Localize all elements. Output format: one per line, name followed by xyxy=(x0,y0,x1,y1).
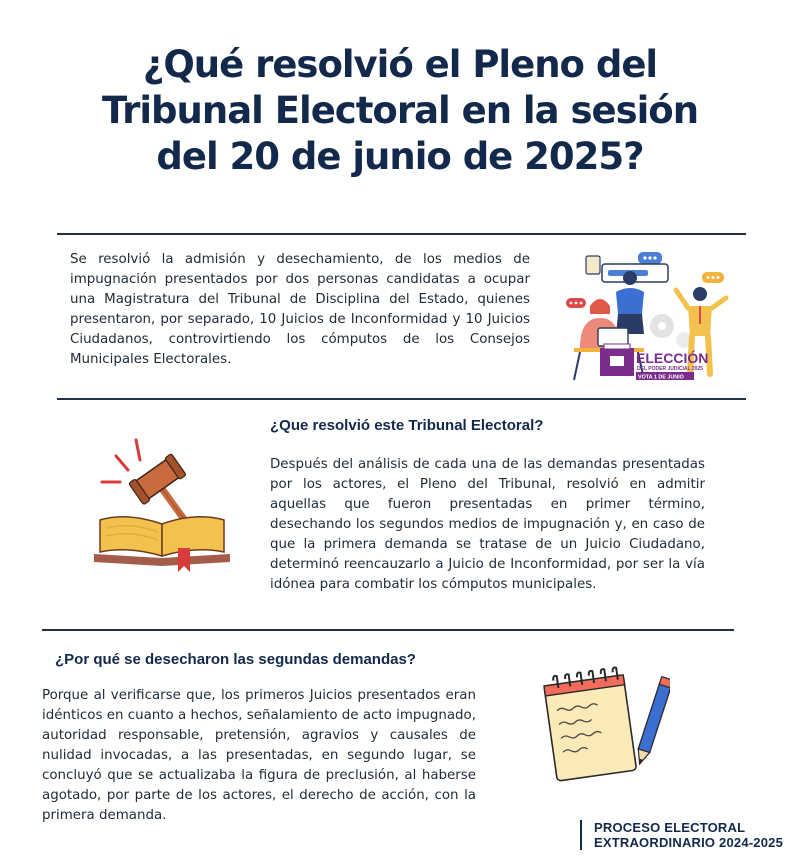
logo-text: ELECCIÓN xyxy=(636,350,709,366)
title-line-2: Tribunal Electoral en la sesión xyxy=(101,89,699,132)
footer-line-1: PROCESO ELECTORAL xyxy=(594,820,746,835)
logo-badge: VOTA 1 DE JUNIO xyxy=(638,374,684,381)
page-title xyxy=(60,42,740,180)
section2-paragraph: Después del análisis de cada una de las demandas presentadas por los actores, el Pleno del Tribunal, resolvió en admitir aquellas que fueron presentadas en primer término, desechando los segundos medios de impugnación y, en caso de que la primera demanda se tratase de un Juicio Ciudadano, determinó reencauzarlo a Juicio de Inconformidad, por ser la vía idónea para combatir los cómputos municipales. xyxy=(270,457,705,592)
divider-middle xyxy=(57,398,746,400)
gavel-book-illustration xyxy=(88,436,238,576)
divider-bottom xyxy=(42,629,734,631)
footer-line-2: EXTRAORDINARIO 2024-2025 xyxy=(594,835,784,850)
logo-subtext: DEL PODER JUDICIAL 2025 xyxy=(637,366,703,372)
people-discussion-illustration xyxy=(560,248,740,384)
footer-label xyxy=(580,820,783,850)
section3-heading: ¿Por qué se desecharon las segundas demandas? xyxy=(55,651,416,668)
section1-paragraph: Se resolvió la admisión y desechamiento, de los medios de impugnación presentados por dos personas candidatas a ocupar una Magistratura del Tribunal de Disciplina del Estado, quienes presentaron, por separado, 10 Juicios de Inconformidad y 10 Juicios Ciudadanos, controvirtiendo los cómputos de los Consejos Municipales Electorales. xyxy=(70,252,530,367)
title-line-3: del 20 de junio de 2025? xyxy=(156,135,644,178)
section3-paragraph: Porque al verificarse que, los primeros Juicios presentados eran idénticos en cuanto a hechos, señalamiento de acto impugnado, autoridad responsable, pretensión, agravios y causales de nulidad invocadas, a las presentadas, en segundo lugar, se concluyó que se actualizaba la figura de preclusión, al haberse agotado, por parte de los actores, el derecho de acción, con la primera demanda. xyxy=(42,688,476,823)
section2-heading: ¿Que resolvió este Tribunal Electoral? xyxy=(270,417,544,434)
divider-top xyxy=(57,233,746,235)
title-line-1: ¿Qué resolvió el Pleno del xyxy=(142,43,658,86)
notepad-pencil-illustration xyxy=(540,666,670,786)
